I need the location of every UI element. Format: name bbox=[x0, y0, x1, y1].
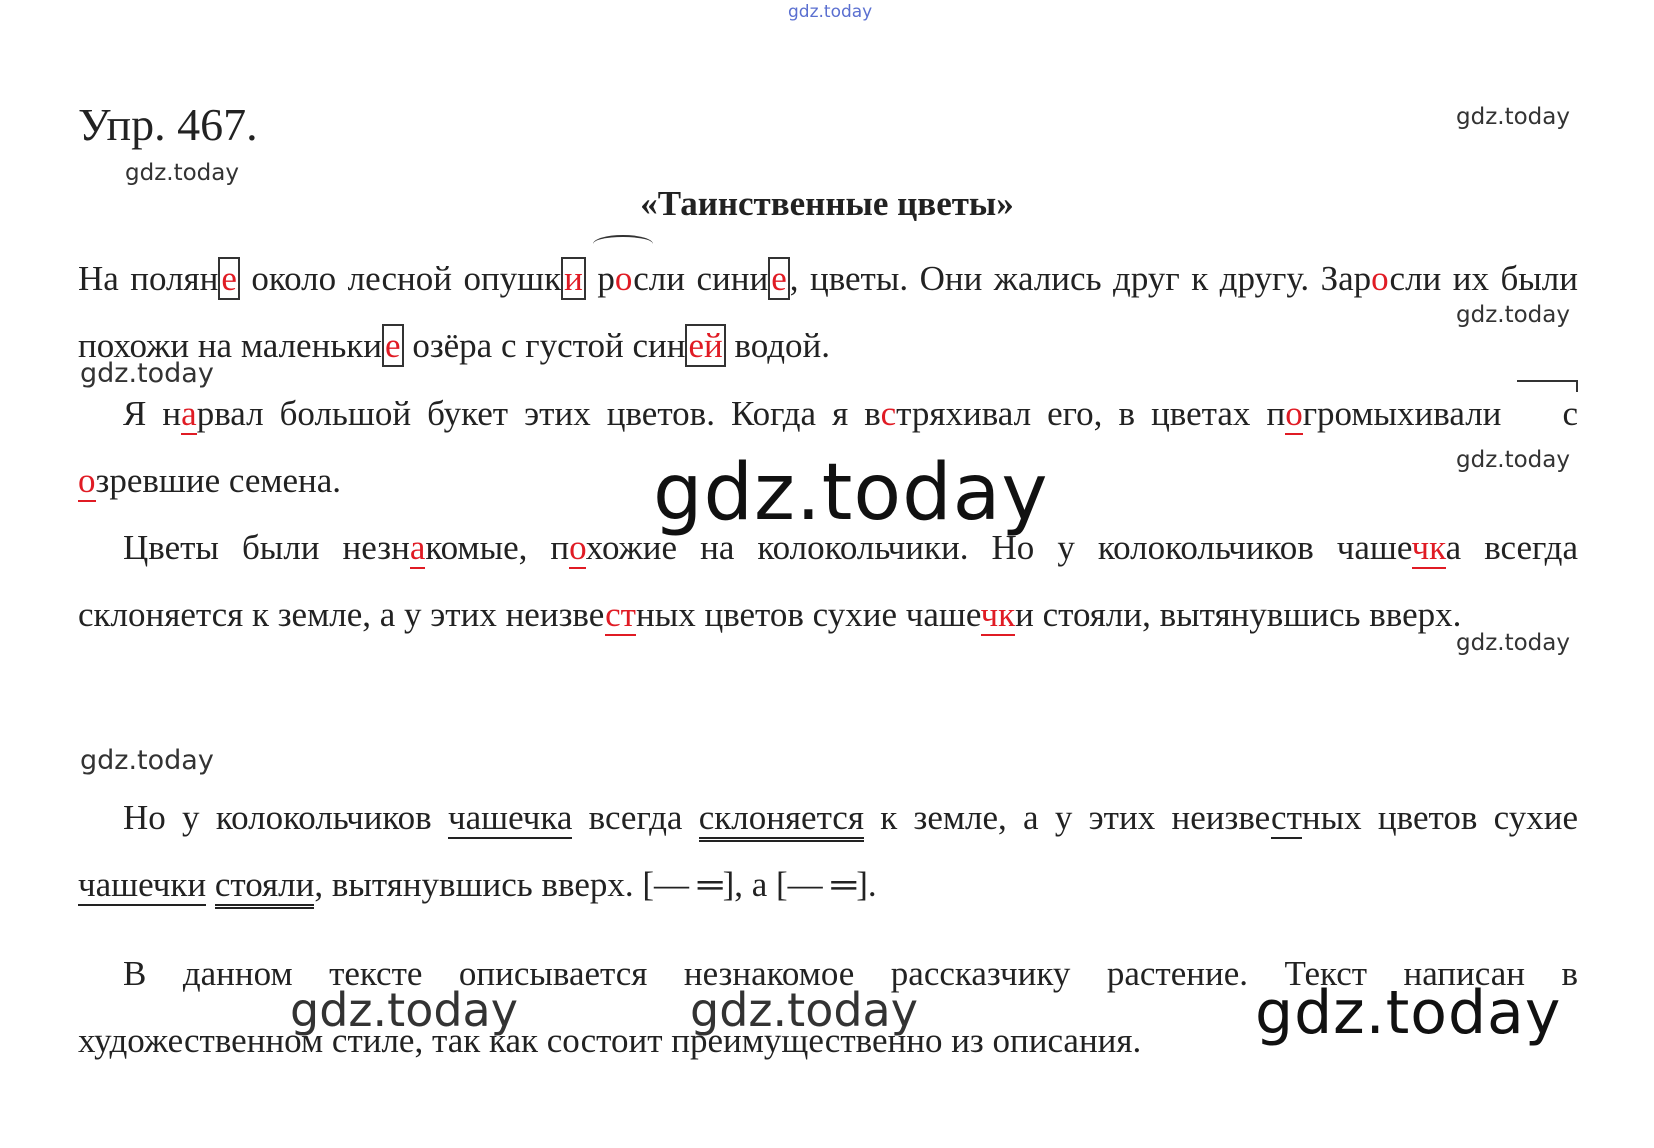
story-title: «Таинственные цветы» bbox=[640, 184, 1014, 223]
paragraph-1: На поляне около лесной опушки росли синие, цветы. Они жались друг к другу. Заросли их были похожи на маленькие озёра с густой синей водой. bbox=[78, 245, 1578, 379]
watermark: gdz.today bbox=[80, 745, 214, 776]
watermark: gdz.today bbox=[690, 983, 918, 1037]
paragraph-2: Я нарвал большой букет этих цветов. Когда я встряхивал его, в цветах погромыхивали созревшие семена. bbox=[78, 380, 1578, 514]
watermark-large: gdz.today bbox=[1255, 978, 1562, 1048]
conclusion: В данном тексте описывается незнакомое рассказчику растение. Текст написан в художественном стиле, так как состоит преимущественно из описания. bbox=[78, 954, 1578, 1060]
paragraph-3: Цветы были незнакомые, похожие на колокольчики. Но у колокольчиков чашечка всегда склоняется к земле, а у этих неизвестных цветов сухие чашечки стояли, вытянувшись вверх. bbox=[78, 528, 1578, 634]
watermark: gdz.today bbox=[125, 160, 239, 186]
watermark: gdz.today bbox=[1456, 447, 1570, 473]
watermark-large: gdz.today bbox=[653, 448, 1049, 538]
watermark: gdz.today bbox=[1456, 104, 1570, 130]
sentence-analysis: Но у колокольчиков чашечка всегда склоняется к земле, а у этих неизвестных цветов сухие чашечки стояли, вытянувшись вверх. [— ═], а [— ═]. bbox=[78, 784, 1578, 918]
watermark: gdz.today bbox=[80, 358, 214, 389]
watermark: gdz.today bbox=[1456, 302, 1570, 328]
watermark: gdz.today bbox=[1456, 630, 1570, 656]
exercise-title: Упр. 467. bbox=[78, 99, 258, 150]
watermark-top: gdz.today bbox=[788, 2, 873, 22]
watermark: gdz.today bbox=[290, 983, 518, 1037]
